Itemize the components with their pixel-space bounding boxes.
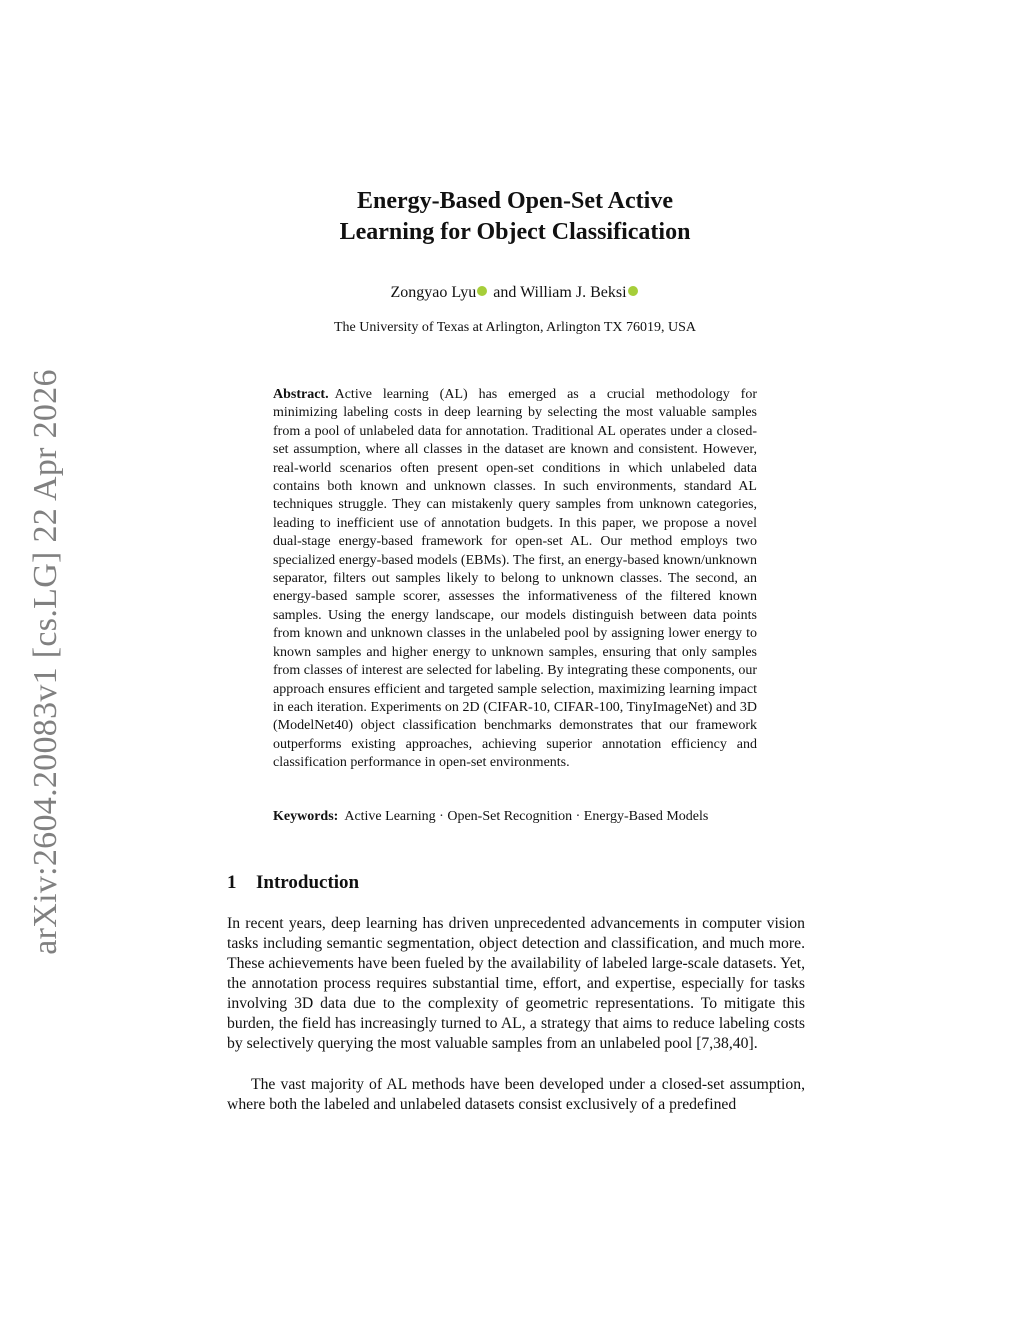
title-line-1: Energy-Based Open-Set Active (357, 188, 673, 214)
title-line-2: Learning for Object Classification (339, 219, 691, 245)
abstract (273, 386, 757, 773)
author-name: Zongyao Lyu (390, 284, 477, 301)
author-connector: and (493, 284, 517, 301)
orcid-icon[interactable] (628, 286, 638, 296)
abstract-text: Active learning (AL) has emerged as a crucial methodology for minimizing labeling costs in deep learning by selecting the most valuable samples from a pool of unlabeled data for annotation. Traditional AL operates under a closed-set assumption, where all classes in the dataset are known and consistent. However, real-world scenarios often present open-set conditions in which unlabeled data contains both known and unknown classes. In such environments, standard AL techniques struggle. They can mistakenly query samples from unknown categories, leading to inefficient use of annotation budgets. In this paper, we propose a novel dual-stage energy-based framework for open-set AL. Our method employs two specialized energy-based models (EBMs). The first, an energy-based known/unknown separator, filters out samples likely to belong to unknown classes. The second, an energy-based sample scorer, assesses the informativeness of the filtered known samples. Using the energy landscape, our models distinguish between data points from known and unknown classes in the unlabeled pool by assigning lower energy to known samples and higher energy to unknown samples, ensuring that only samples from classes of interest are selected for labeling. By integrating these components, our approach ensures efficient and targeted sample selection, maximizing learning impact in each iteration. Experiments on 2D (CIFAR-10, CIFAR-100, TinyImageNet) and 3D (ModelNet40) object classification benchmarks demonstrates that our framework outperforms existing approaches, achieving superior annotation efficiency and classification performance in open-set environments. (273, 387, 757, 771)
keywords (273, 808, 757, 826)
paper-title (0, 186, 1024, 248)
section-number: 1 (227, 872, 237, 893)
body-paragraph: In recent years, deep learning has driven unprecedented advancements in computer vision tasks including semantic segmentation, object detection and classification, and much more. These achievements have been fueled by the availability of labeled large-scale datasets. Yet, the annotation process requires substantial time, effort, and expertise, especially for tasks involving 3D data due to the complexity of geometric representations. To mitigate this burden, the field has increasingly turned to AL, a strategy that aims to reduce labeling costs by selectively querying the most valuable samples from an unlabeled pool [7,38,40]. (227, 915, 805, 1052)
author-name: William J. Beksi (520, 284, 627, 301)
body-paragraph: The vast majority of AL methods have been developed under a closed-set assumption, where both the labeled and unlabeled datasets consist exclusively of a predefined (227, 1076, 805, 1113)
section-title: Introduction (256, 872, 360, 893)
arxiv-stamp: arXiv:2604.20083v1 [cs.LG] 22 Apr 2026 (27, 369, 64, 955)
section-heading (227, 871, 359, 895)
author-list (0, 283, 1024, 303)
abstract-label: Abstract. (273, 387, 329, 402)
affiliation: The University of Texas at Arlington, Arlington TX 76019, USA (333, 320, 697, 335)
keywords-text: Active Learning · Open-Set Recognition · Energy-Based Models (344, 809, 709, 824)
orcid-icon[interactable] (477, 286, 487, 296)
keywords-label: Keywords: (273, 809, 339, 824)
